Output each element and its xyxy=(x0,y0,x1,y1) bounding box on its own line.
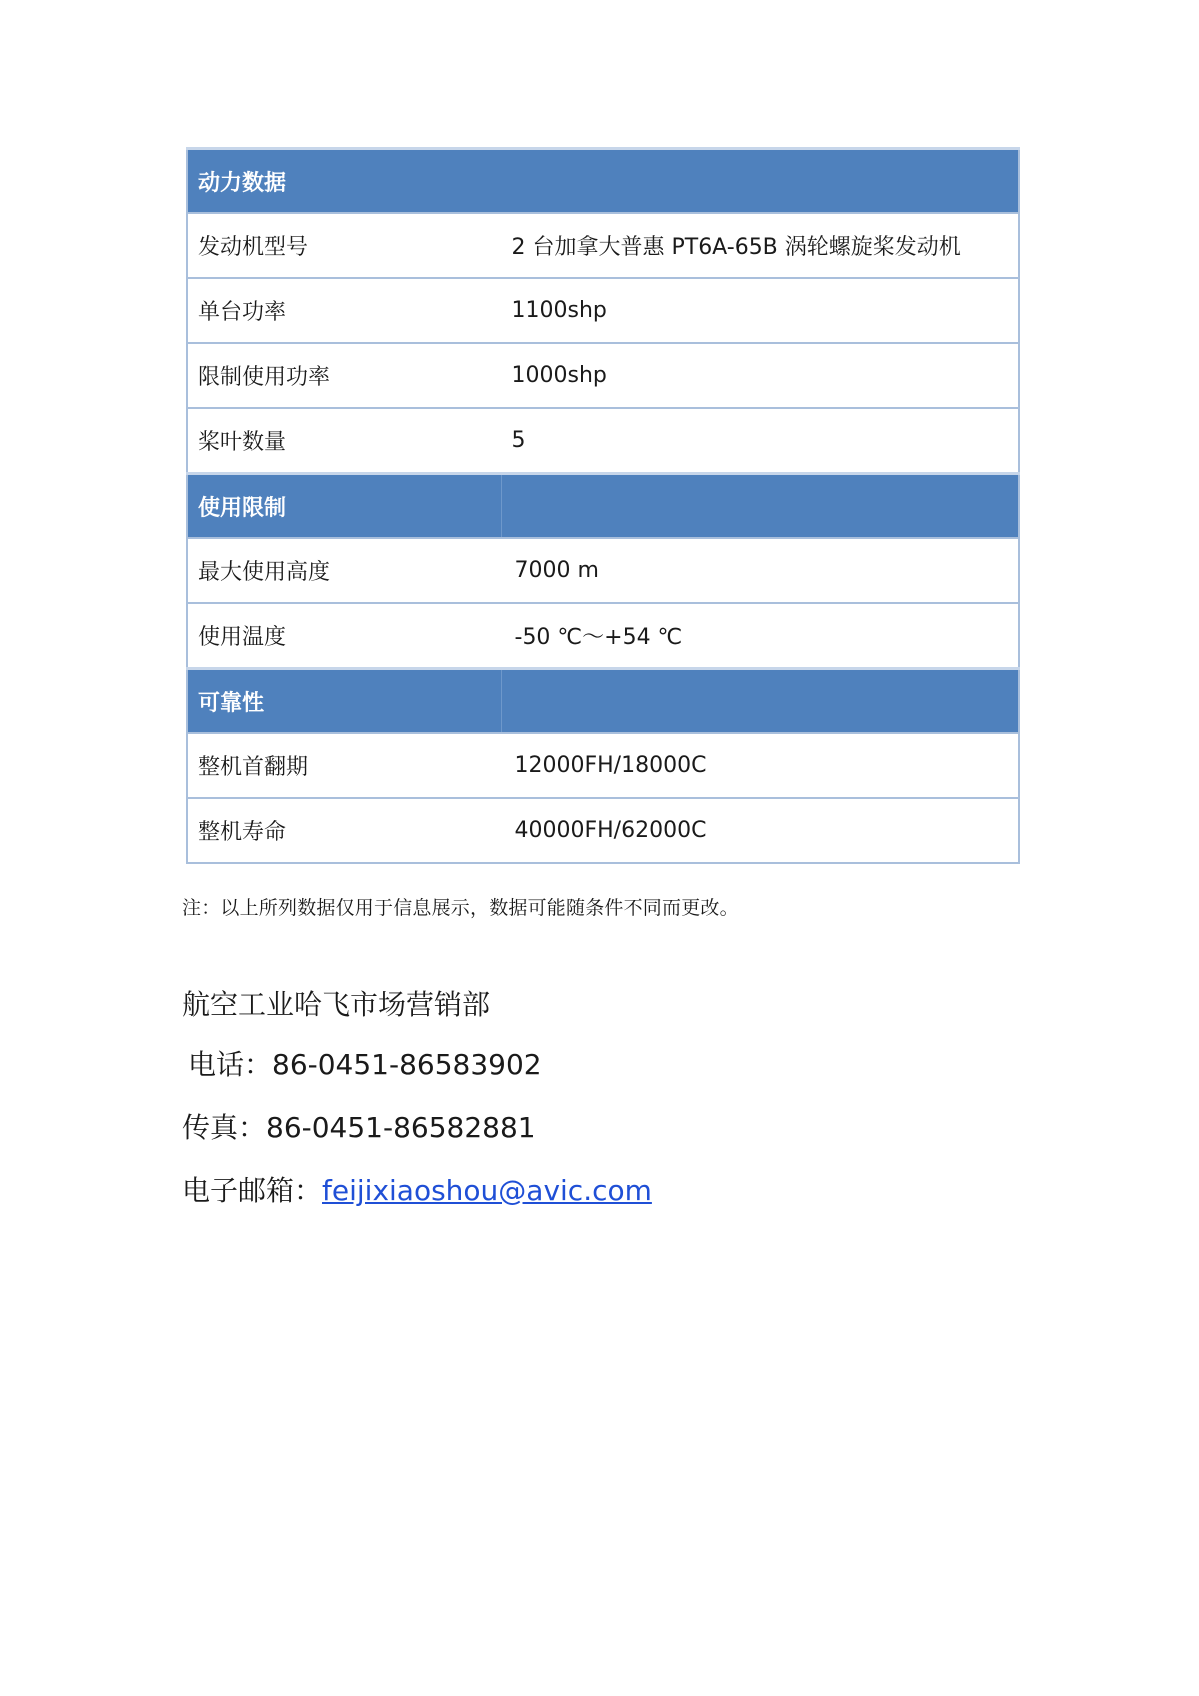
single-power-label: 单台功率 xyxy=(187,278,502,343)
max-altitude-value: 7000 m xyxy=(502,538,1020,603)
limited-power-value: 1000shp xyxy=(502,343,1020,408)
first-overhaul-value: 12000FH/18000C xyxy=(502,733,1020,798)
table-row xyxy=(187,343,1019,408)
table-row xyxy=(187,213,1019,278)
table-row xyxy=(187,278,1019,343)
section-header-limits xyxy=(187,474,1019,539)
email-label: 电子邮箱： xyxy=(182,1174,323,1207)
limited-power-label: 限制使用功率 xyxy=(187,343,502,408)
section-header-empty-cell xyxy=(502,474,1020,539)
blade-count-value: 5 xyxy=(502,408,1020,474)
table-row xyxy=(187,408,1019,474)
section-title-power: 动力数据 xyxy=(187,149,1019,214)
table-row xyxy=(187,603,1019,669)
section-title-limits: 使用限制 xyxy=(187,474,502,539)
email-link[interactable]: feijixiaoshou@avic.com xyxy=(322,1174,652,1207)
max-altitude-label: 最大使用高度 xyxy=(187,538,502,603)
table-row xyxy=(187,538,1019,603)
phone-line: 电话：86-0451-86583902 xyxy=(188,1048,542,1081)
table-row xyxy=(187,798,1019,863)
engine-model-label: 发动机型号 xyxy=(187,213,502,278)
fax-line: 传真：86-0451-86582881 xyxy=(182,1111,536,1144)
temperature-label: 使用温度 xyxy=(187,603,502,669)
blade-count-label: 桨叶数量 xyxy=(187,408,502,474)
section-title-reliability: 可靠性 xyxy=(187,669,502,734)
single-power-value: 1100shp xyxy=(502,278,1020,343)
section-header-power xyxy=(187,149,1019,214)
first-overhaul-label: 整机首翻期 xyxy=(187,733,502,798)
email-line xyxy=(182,1169,652,1209)
department-name: 航空工业哈飞市场营销部 xyxy=(182,988,491,1021)
section-header-reliability xyxy=(187,669,1019,734)
table-row xyxy=(187,733,1019,798)
life-label: 整机寿命 xyxy=(187,798,502,863)
section-header-empty-cell xyxy=(502,669,1020,734)
spec-table xyxy=(186,147,1020,864)
disclaimer-note: 注：以上所列数据仅用于信息展示，数据可能随条件不同而更改。 xyxy=(182,897,739,919)
life-value: 40000FH/62000C xyxy=(502,798,1020,863)
engine-model-value: 2 台加拿大普惠 PT6A-65B 涡轮螺旋桨发动机 xyxy=(502,213,1020,278)
temperature-value: -50 ℃～+54 ℃ xyxy=(502,603,1020,669)
